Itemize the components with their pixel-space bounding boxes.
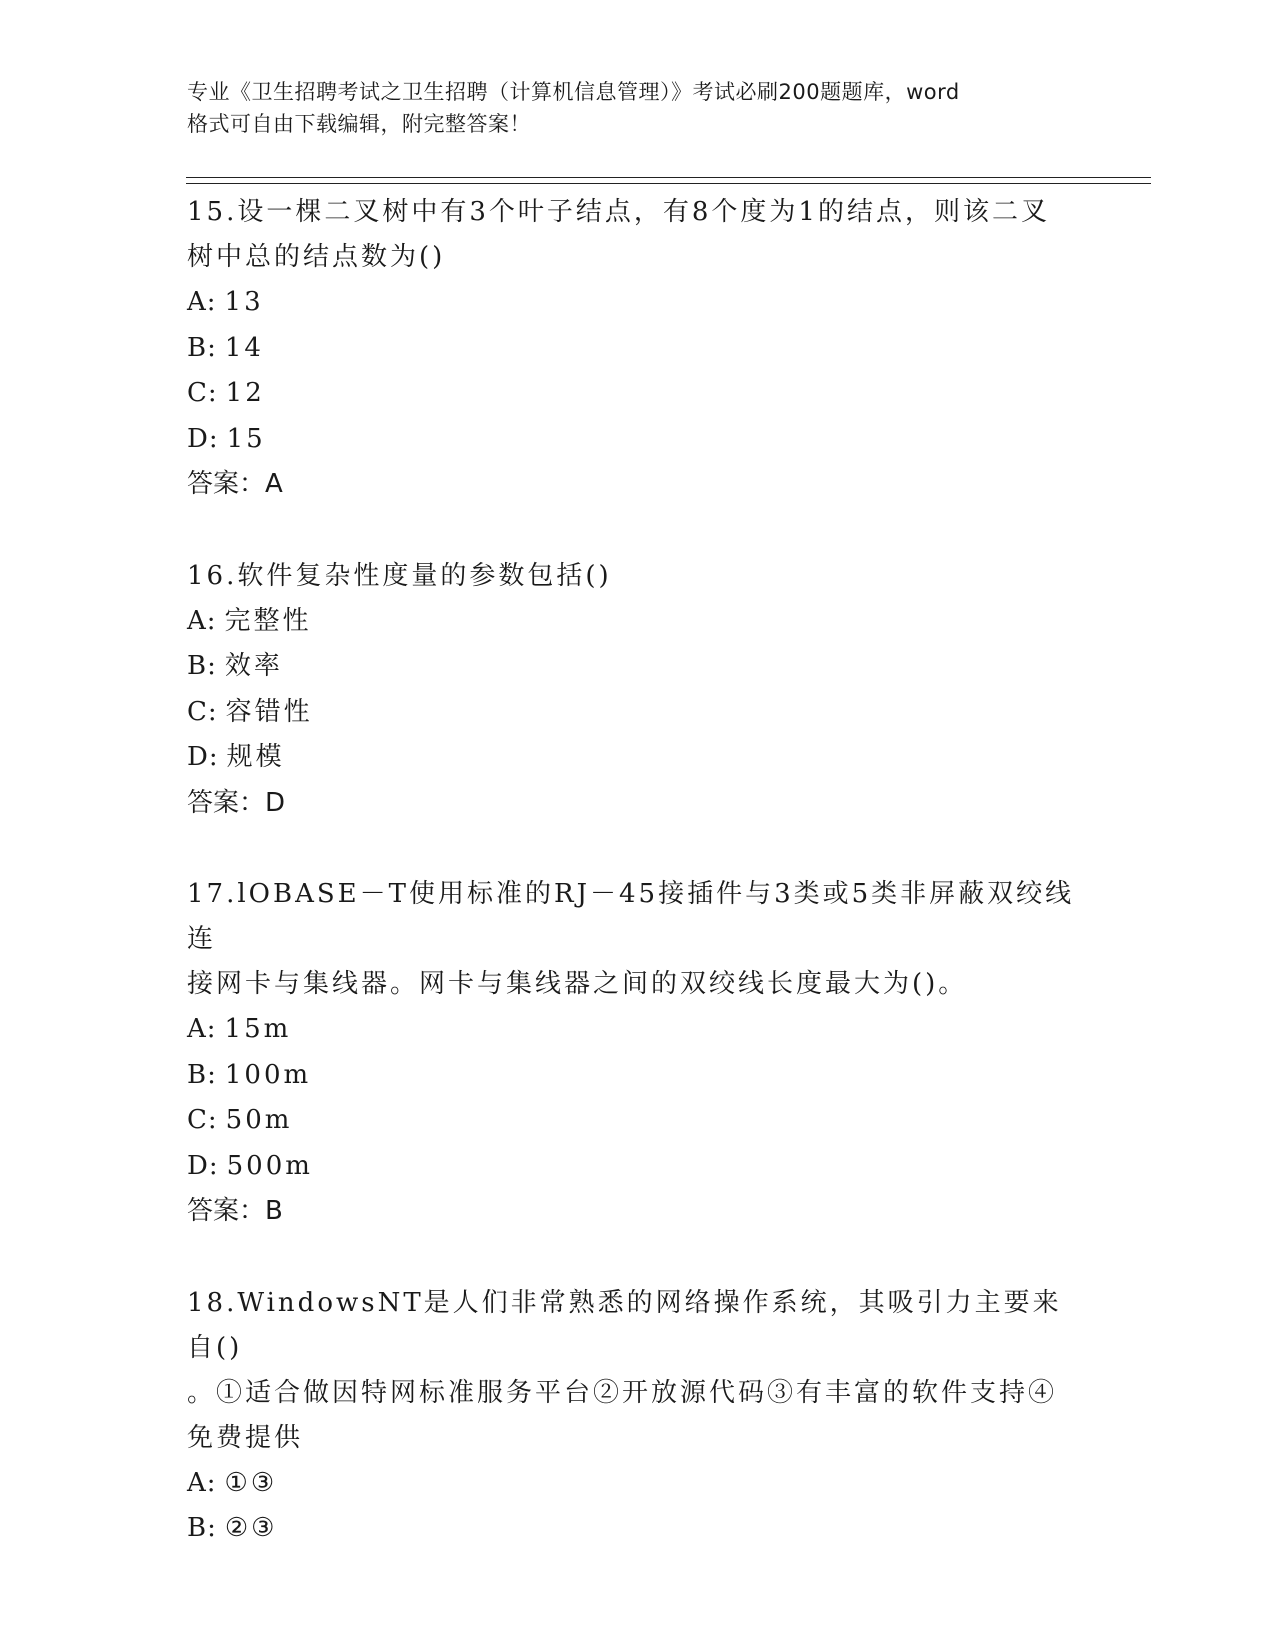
question-18 [187, 1281, 1087, 1552]
option-letter: C: [187, 696, 218, 727]
question-17 [187, 872, 1087, 1235]
stem-line: 15.设一棵二叉树中有3个叶子结点，有8个度为1的结点，则该二叉 [187, 197, 1050, 227]
option-text: 规模 [226, 742, 285, 772]
stem-line: 18.WindowsNT是人们非常熟悉的网络操作系统，其吸引力主要来自() [187, 1287, 1062, 1363]
stem-line: 。①适合做因特网标准服务平台②开放源代码③有丰富的软件支持④ [187, 1377, 1058, 1408]
stem-line: 树中总的结点数为() [187, 242, 446, 272]
question-15 [187, 190, 1087, 508]
option-a [187, 280, 1087, 326]
option-b [187, 644, 1087, 690]
answer-line: 答案：A [187, 469, 283, 499]
option-letter: A: [187, 1467, 217, 1498]
option-text: 12 [225, 378, 265, 408]
header-line-1: 专业《卫生招聘考试之卫生招聘（计算机信息管理）》考试必刷200题题库，word [187, 80, 960, 104]
option-text: 14 [224, 332, 264, 363]
option-text: ②③ [224, 1513, 278, 1543]
option-letter: B: [187, 651, 217, 681]
option-letter: A: [187, 1014, 217, 1044]
option-text: 50m [225, 1105, 293, 1135]
option-d [187, 417, 1087, 463]
stem-line: 接网卡与集线器。网卡与集线器之间的双绞线长度最大为()。 [187, 969, 968, 999]
option-text: 15m [224, 1014, 292, 1044]
option-text: 100m [224, 1059, 312, 1090]
stem-line: 16.软件复杂性度量的参数包括() [187, 560, 612, 591]
option-letter: A: [187, 287, 217, 317]
header-divider-bottom [186, 183, 1151, 184]
option-a [187, 1007, 1087, 1053]
question-stem [187, 872, 1087, 1007]
option-letter: D: [187, 423, 219, 454]
question-stem [187, 190, 1087, 280]
option-letter: A: [187, 605, 217, 636]
option-text: 13 [224, 287, 264, 317]
option-d [187, 1144, 1087, 1190]
option-d [187, 735, 1087, 781]
question-list [187, 190, 1087, 1598]
header-divider-top [186, 177, 1151, 178]
option-c [187, 371, 1087, 417]
option-text: 完整性 [224, 605, 312, 636]
option-b [187, 1506, 1087, 1552]
option-a [187, 1461, 1087, 1507]
option-letter: D: [187, 1150, 219, 1181]
option-letter: B: [187, 332, 217, 363]
option-text: 500m [226, 1150, 313, 1181]
stem-line: 免费提供 [187, 1422, 304, 1453]
question-stem [187, 1281, 1087, 1461]
option-letter: B: [187, 1513, 217, 1543]
option-b [187, 326, 1087, 372]
option-text: 容错性 [225, 696, 313, 727]
option-letter: D: [187, 742, 219, 772]
option-b [187, 1053, 1087, 1099]
option-c [187, 1098, 1087, 1144]
option-text: 15 [226, 423, 266, 454]
option-letter: C: [187, 1105, 218, 1135]
answer-line: 答案：D [187, 787, 286, 818]
option-letter: B: [187, 1059, 217, 1090]
option-letter: C: [187, 378, 218, 408]
option-c [187, 690, 1087, 736]
answer-line: 答案：B [187, 1196, 283, 1226]
document-header [187, 76, 1087, 140]
header-line-2: 格式可自由下载编辑，附完整答案！ [187, 112, 531, 136]
question-16 [187, 554, 1087, 827]
option-text: 效率 [224, 651, 283, 681]
stem-line: 17.lOBASE－T使用标准的RJ－45接插件与3类或5类非屏蔽双绞线连 [187, 879, 1075, 954]
option-a [187, 599, 1087, 645]
question-stem [187, 554, 1087, 599]
option-text: ①③ [224, 1467, 278, 1498]
